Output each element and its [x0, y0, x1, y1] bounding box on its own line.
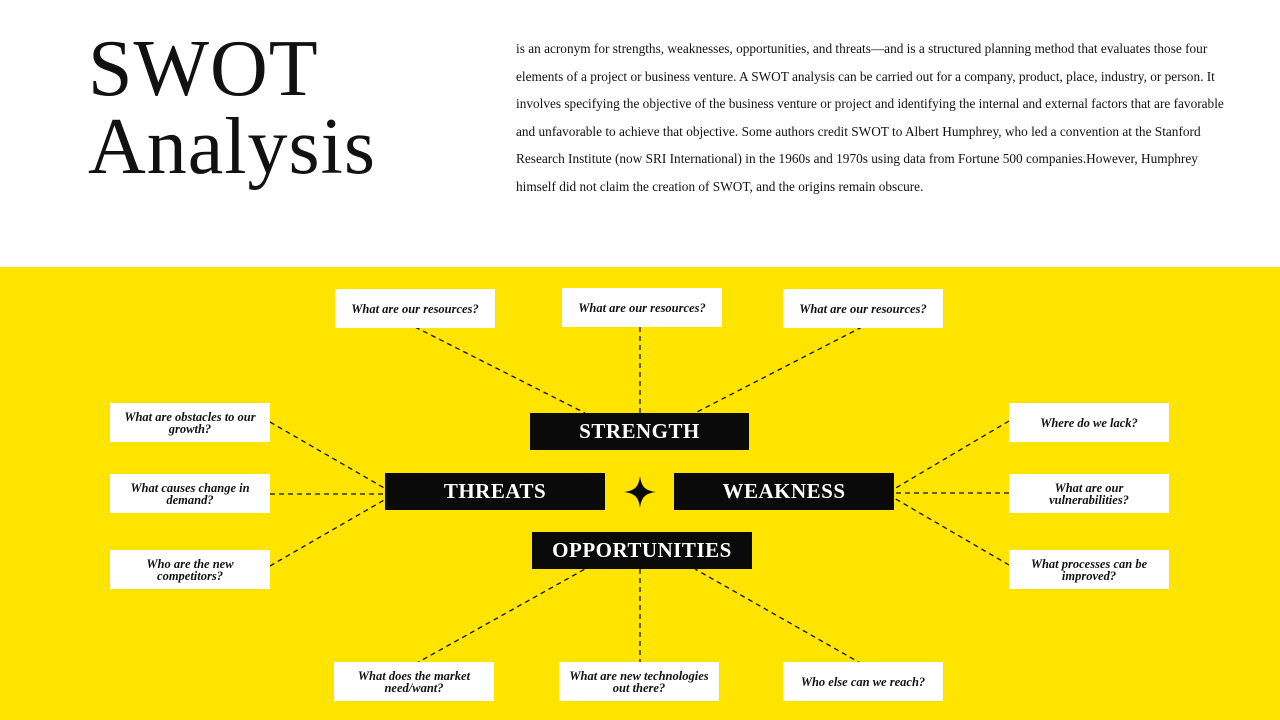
- threats-label: THREATS: [385, 473, 605, 510]
- weakness-question-3: What processes can be improved?: [1009, 550, 1169, 589]
- threats-question-2: What causes change in demand?: [110, 474, 270, 513]
- opportunities-question-1: What does the market need/want?: [334, 662, 494, 701]
- title-line-2: Analysis: [88, 103, 376, 191]
- strength-question-1: What are our resources?: [335, 289, 495, 328]
- weakness-question-1: Where do we lack?: [1009, 403, 1169, 442]
- strength-question-2: What are our resources?: [562, 288, 722, 327]
- weakness-question-2: What are our vulnerabilities?: [1009, 474, 1169, 513]
- weakness-label: WEAKNESS: [674, 473, 894, 510]
- opportunities-label: OPPORTUNITIES: [532, 532, 752, 569]
- opportunities-question-3: Who else can we reach?: [783, 662, 943, 701]
- page-title: [88, 25, 376, 191]
- four-point-star-icon: [623, 475, 657, 509]
- strength-question-3: What are our resources?: [783, 289, 943, 328]
- title-line-1: SWOT: [88, 25, 319, 113]
- opportunities-question-2: What are new technologies out there?: [559, 662, 719, 701]
- swot-description: is an acronym for strengths, weaknesses, opportunities, and threats—and is a structured planning method that evaluates those four elements of a project or business venture. A SWOT analysis can be carried out for a company, product, place, industry, or person. It involves specifying the objective of the business venture or project and identifying the internal and external factors that are favorable and unfavorable to achieve that objective. Some authors credit SWOT to Albert Humphrey, who led a convention at the Stanford Research Institute (now SRI International) in the 1960s and 1970s using data from Fortune 500 companies.However, Humphrey himself did not claim the creation of SWOT, and the origins remain obscure.: [516, 41, 1224, 194]
- threats-question-1: What are obstacles to our growth?: [110, 403, 270, 442]
- threats-question-3: Who are the new competitors?: [110, 550, 270, 589]
- strength-label: STRENGTH: [530, 413, 749, 450]
